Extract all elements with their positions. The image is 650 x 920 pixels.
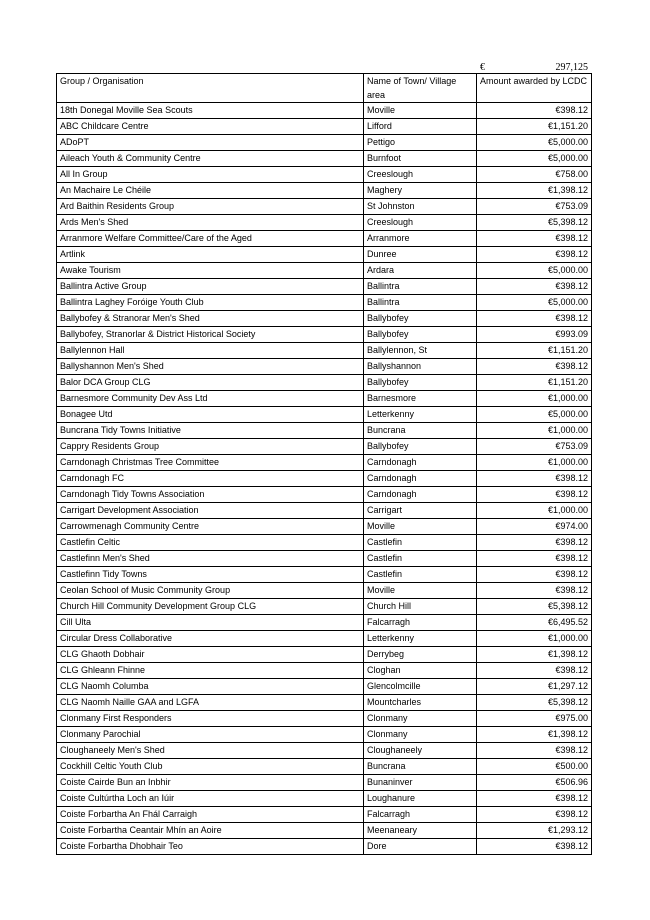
cell-group: Awake Tourism xyxy=(57,263,364,279)
table-row xyxy=(57,119,592,135)
cell-group: Ballyshannon Men's Shed xyxy=(57,359,364,375)
cell-town: Carrigart xyxy=(364,503,477,519)
cell-town: Cloughaneely xyxy=(364,743,477,759)
cell-town: Carndonagh xyxy=(364,471,477,487)
cell-group: An Machaire Le Chéile xyxy=(57,183,364,199)
cell-group: Arranmore Welfare Committee/Care of the Aged xyxy=(57,231,364,247)
cell-amount: €398.12 xyxy=(477,807,592,823)
cell-amount: €5,000.00 xyxy=(477,263,592,279)
table-row xyxy=(57,743,592,759)
cell-amount: €1,151.20 xyxy=(477,119,592,135)
cell-amount: €398.12 xyxy=(477,839,592,855)
table-row xyxy=(57,215,592,231)
cell-amount: €5,398.12 xyxy=(477,695,592,711)
cell-amount: €398.12 xyxy=(477,551,592,567)
cell-amount: €1,297.12 xyxy=(477,679,592,695)
table-row xyxy=(57,231,592,247)
cell-amount: €398.12 xyxy=(477,359,592,375)
table-row xyxy=(57,615,592,631)
cell-town: Ballybofey xyxy=(364,311,477,327)
cell-group: Cockhill Celtic Youth Club xyxy=(57,759,364,775)
cell-group: Carrowmenagh Community Centre xyxy=(57,519,364,535)
header-town: Name of Town/ Village area xyxy=(364,74,477,103)
cell-amount: €398.12 xyxy=(477,231,592,247)
cell-group: Ballybofey, Stranorlar & District Historical Society xyxy=(57,327,364,343)
cell-amount: €5,398.12 xyxy=(477,215,592,231)
table-row xyxy=(57,775,592,791)
cell-town: Moville xyxy=(364,583,477,599)
cell-group: CLG Ghaoth Dobhair xyxy=(57,647,364,663)
table-row xyxy=(57,359,592,375)
table-row xyxy=(57,423,592,439)
table-row xyxy=(57,103,592,119)
cell-amount: €398.12 xyxy=(477,663,592,679)
cell-amount: €5,398.12 xyxy=(477,599,592,615)
cell-town: Letterkenny xyxy=(364,407,477,423)
cell-town: Clonmany xyxy=(364,711,477,727)
cell-town: Ardara xyxy=(364,263,477,279)
cell-group: Barnesmore Community Dev Ass Ltd xyxy=(57,391,364,407)
cell-town: Dore xyxy=(364,839,477,855)
table-row xyxy=(57,759,592,775)
cell-group: Church Hill Community Development Group CLG xyxy=(57,599,364,615)
table-row xyxy=(57,839,592,855)
cell-group: Ballintra Laghey Foróige Youth Club xyxy=(57,295,364,311)
cell-amount: €1,000.00 xyxy=(477,455,592,471)
cell-town: Bunaninver xyxy=(364,775,477,791)
cell-town: Ballintra xyxy=(364,295,477,311)
cell-town: Pettigo xyxy=(364,135,477,151)
cell-group: Castlefinn Tidy Towns xyxy=(57,567,364,583)
table-row xyxy=(57,375,592,391)
cell-amount: €398.12 xyxy=(477,279,592,295)
cell-town: Falcarragh xyxy=(364,615,477,631)
table-row xyxy=(57,711,592,727)
table-row xyxy=(57,343,592,359)
table-row xyxy=(57,791,592,807)
cell-town: Glencolmcille xyxy=(364,679,477,695)
cell-town: Falcarragh xyxy=(364,807,477,823)
cell-town: Lifford xyxy=(364,119,477,135)
cell-amount: €1,000.00 xyxy=(477,631,592,647)
cell-amount: €974.00 xyxy=(477,519,592,535)
cell-amount: €5,000.00 xyxy=(477,407,592,423)
table-row xyxy=(57,727,592,743)
cell-town: Barnesmore xyxy=(364,391,477,407)
cell-group: Carndonagh FC xyxy=(57,471,364,487)
cell-town: Meenaneary xyxy=(364,823,477,839)
table-row xyxy=(57,407,592,423)
cell-town: Ballybofey xyxy=(364,375,477,391)
cell-town: Maghery xyxy=(364,183,477,199)
cell-amount: €5,000.00 xyxy=(477,295,592,311)
cell-town: Letterkenny xyxy=(364,631,477,647)
cell-amount: €1,398.12 xyxy=(477,647,592,663)
cell-town: Castlefin xyxy=(364,567,477,583)
cell-amount: €398.12 xyxy=(477,567,592,583)
table-row xyxy=(57,279,592,295)
cell-group: Cloughaneely Men's Shed xyxy=(57,743,364,759)
cell-town: Castlefin xyxy=(364,551,477,567)
table-row xyxy=(57,695,592,711)
cell-group: All In Group xyxy=(57,167,364,183)
cell-group: Clonmany Parochial xyxy=(57,727,364,743)
cell-group: Castlefinn Men's Shed xyxy=(57,551,364,567)
cell-group: Ceolan School of Music Community Group xyxy=(57,583,364,599)
cell-town: Creeslough xyxy=(364,167,477,183)
header-group: Group / Organisation xyxy=(57,74,364,103)
cell-town: Carndonagh xyxy=(364,487,477,503)
cell-group: Aileach Youth & Community Centre xyxy=(57,151,364,167)
header-row xyxy=(57,74,592,103)
cell-town: Loughanure xyxy=(364,791,477,807)
cell-amount: €1,398.12 xyxy=(477,183,592,199)
cell-group: Ballintra Active Group xyxy=(57,279,364,295)
table-row xyxy=(57,487,592,503)
cell-group: Ballybofey & Stranorar Men's Shed xyxy=(57,311,364,327)
cell-group: CLG Naomh Naille GAA and LGFA xyxy=(57,695,364,711)
table-row xyxy=(57,631,592,647)
cell-group: Balor DCA Group CLG xyxy=(57,375,364,391)
cell-amount: €1,151.20 xyxy=(477,375,592,391)
cell-group: Clonmany First Responders xyxy=(57,711,364,727)
table-row xyxy=(57,263,592,279)
cell-group: Coiste Forbartha Dhobhair Teo xyxy=(57,839,364,855)
cell-town: Castlefin xyxy=(364,535,477,551)
cell-amount: €398.12 xyxy=(477,791,592,807)
cell-amount: €758.00 xyxy=(477,167,592,183)
cell-group: Castlefin Celtic xyxy=(57,535,364,551)
total-currency: € xyxy=(480,62,485,73)
table-row xyxy=(57,439,592,455)
cell-group: Buncrana Tidy Towns Initiative xyxy=(57,423,364,439)
table-row xyxy=(57,327,592,343)
cell-group: Coiste Cultúrtha Loch an Iúir xyxy=(57,791,364,807)
table-row xyxy=(57,199,592,215)
cell-amount: €6,495.52 xyxy=(477,615,592,631)
cell-amount: €993.09 xyxy=(477,327,592,343)
table-row xyxy=(57,647,592,663)
cell-amount: €1,000.00 xyxy=(477,503,592,519)
cell-town: Ballybofey xyxy=(364,439,477,455)
cell-town: Ballybofey xyxy=(364,327,477,343)
cell-town: Derrybeg xyxy=(364,647,477,663)
table-row xyxy=(57,247,592,263)
cell-town: Clonmany xyxy=(364,727,477,743)
cell-amount: €500.00 xyxy=(477,759,592,775)
table-row xyxy=(57,823,592,839)
cell-town: Ballyshannon xyxy=(364,359,477,375)
table-row xyxy=(57,599,592,615)
table-row xyxy=(57,535,592,551)
cell-town: Ballintra xyxy=(364,279,477,295)
cell-amount: €398.12 xyxy=(477,103,592,119)
cell-group: Coiste Forbartha Ceantair Mhín an Aoire xyxy=(57,823,364,839)
table-row xyxy=(57,663,592,679)
cell-group: Artlink xyxy=(57,247,364,263)
table-row xyxy=(57,503,592,519)
cell-town: Buncrana xyxy=(364,759,477,775)
cell-town: Burnfoot xyxy=(364,151,477,167)
cell-amount: €5,000.00 xyxy=(477,135,592,151)
table-row xyxy=(57,135,592,151)
cell-amount: €1,151.20 xyxy=(477,343,592,359)
cell-town: St Johnston xyxy=(364,199,477,215)
cell-group: CLG Naomh Columba xyxy=(57,679,364,695)
cell-amount: €753.09 xyxy=(477,439,592,455)
cell-town: Carndonagh xyxy=(364,455,477,471)
cell-amount: €1,398.12 xyxy=(477,727,592,743)
cell-town: Buncrana xyxy=(364,423,477,439)
cell-town: Cloghan xyxy=(364,663,477,679)
table-body xyxy=(57,103,592,855)
table-row xyxy=(57,471,592,487)
table-row xyxy=(57,583,592,599)
cell-group: Circular Dress Collaborative xyxy=(57,631,364,647)
table-row xyxy=(57,311,592,327)
total-amount: 297,125 xyxy=(555,62,588,73)
cell-group: Carndonagh Tidy Towns Association xyxy=(57,487,364,503)
cell-amount: €1,000.00 xyxy=(477,423,592,439)
cell-amount: €5,000.00 xyxy=(477,151,592,167)
cell-group: 18th Donegal Moville Sea Scouts xyxy=(57,103,364,119)
cell-group: Coiste Forbartha An Fhál Carraigh xyxy=(57,807,364,823)
cell-group: Carrigart Development Association xyxy=(57,503,364,519)
table-row xyxy=(57,551,592,567)
cell-group: Cappry Residents Group xyxy=(57,439,364,455)
cell-town: Creeslough xyxy=(364,215,477,231)
cell-amount: €398.12 xyxy=(477,535,592,551)
cell-town: Moville xyxy=(364,103,477,119)
table-row xyxy=(57,167,592,183)
grants-table xyxy=(56,73,592,855)
cell-amount: €753.09 xyxy=(477,199,592,215)
cell-town: Mountcharles xyxy=(364,695,477,711)
table-row xyxy=(57,151,592,167)
cell-group: Ard Baithin Residents Group xyxy=(57,199,364,215)
cell-group: ABC Childcare Centre xyxy=(57,119,364,135)
cell-amount: €398.12 xyxy=(477,743,592,759)
table-row xyxy=(57,295,592,311)
table-row xyxy=(57,391,592,407)
cell-town: Arranmore xyxy=(364,231,477,247)
cell-amount: €1,293.12 xyxy=(477,823,592,839)
cell-group: Coiste Cairde Bun an Inbhir xyxy=(57,775,364,791)
cell-group: Cill Ulta xyxy=(57,615,364,631)
table-row xyxy=(57,679,592,695)
cell-group: ADoPT xyxy=(57,135,364,151)
table-row xyxy=(57,519,592,535)
cell-amount: €1,000.00 xyxy=(477,391,592,407)
cell-town: Ballylennon, St xyxy=(364,343,477,359)
cell-amount: €506.96 xyxy=(477,775,592,791)
cell-amount: €398.12 xyxy=(477,487,592,503)
header-amount: Amount awarded by LCDC xyxy=(477,74,592,103)
cell-amount: €398.12 xyxy=(477,247,592,263)
cell-group: Carndonagh Christmas Tree Committee xyxy=(57,455,364,471)
cell-group: Ards Men's Shed xyxy=(57,215,364,231)
table-row xyxy=(57,183,592,199)
cell-town: Moville xyxy=(364,519,477,535)
cell-town: Dunree xyxy=(364,247,477,263)
table-row xyxy=(57,567,592,583)
table-row xyxy=(57,455,592,471)
cell-town: Church Hill xyxy=(364,599,477,615)
cell-group: Bonagee Utd xyxy=(57,407,364,423)
cell-group: Ballylennon Hall xyxy=(57,343,364,359)
cell-group: CLG Ghleann Fhinne xyxy=(57,663,364,679)
cell-amount: €398.12 xyxy=(477,311,592,327)
cell-amount: €975.00 xyxy=(477,711,592,727)
cell-amount: €398.12 xyxy=(477,583,592,599)
cell-amount: €398.12 xyxy=(477,471,592,487)
table-row xyxy=(57,807,592,823)
